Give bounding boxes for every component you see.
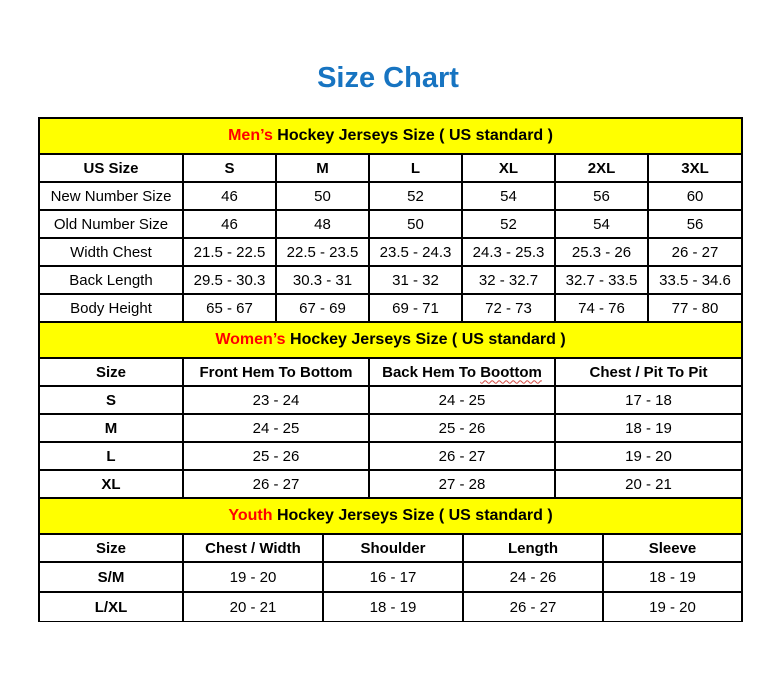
row-label: S/M — [39, 562, 183, 592]
size-cell: 24 - 25 — [369, 386, 555, 414]
column-header: Size — [39, 358, 183, 386]
youth-banner-row — [39, 498, 742, 534]
table-row — [39, 238, 742, 266]
column-header: Length — [463, 534, 603, 562]
page-title: Size Chart — [317, 62, 459, 94]
table-row — [39, 592, 742, 622]
size-cell: 77 - 80 — [648, 294, 742, 322]
row-label: Back Length — [39, 266, 183, 294]
size-cell: 25 - 26 — [369, 414, 555, 442]
size-cell: 25 - 26 — [183, 442, 369, 470]
size-cell: 19 - 20 — [555, 442, 742, 470]
column-header: S — [183, 154, 276, 182]
youth-header-row — [39, 534, 742, 562]
row-label: Body Height — [39, 294, 183, 322]
size-cell: 18 - 19 — [603, 562, 742, 592]
womens-banner — [39, 322, 742, 358]
mens-banner — [39, 118, 742, 154]
size-cell: 22.5 - 23.5 — [276, 238, 369, 266]
size-cell: 18 - 19 — [323, 592, 463, 622]
column-header: Chest / Width — [183, 534, 323, 562]
row-label: M — [39, 414, 183, 442]
size-cell: 60 — [648, 182, 742, 210]
mens-banner-row — [39, 118, 742, 154]
row-label: New Number Size — [39, 182, 183, 210]
size-cell: 24 - 25 — [183, 414, 369, 442]
table-row — [39, 562, 742, 592]
size-cell: 72 - 73 — [462, 294, 555, 322]
size-cell: 48 — [276, 210, 369, 238]
size-cell: 32 - 32.7 — [462, 266, 555, 294]
row-label: XL — [39, 470, 183, 498]
size-cell: 23.5 - 24.3 — [369, 238, 462, 266]
column-header: M — [276, 154, 369, 182]
size-cell: 56 — [555, 182, 648, 210]
size-cell: 69 - 71 — [369, 294, 462, 322]
row-label: Old Number Size — [39, 210, 183, 238]
size-cell: 74 - 76 — [555, 294, 648, 322]
column-header: L — [369, 154, 462, 182]
size-cell: 27 - 28 — [369, 470, 555, 498]
row-label: L — [39, 442, 183, 470]
size-cell: 46 — [183, 182, 276, 210]
size-cell: 54 — [462, 182, 555, 210]
size-cell: 31 - 32 — [369, 266, 462, 294]
womens-banner-text: Hockey Jerseys Size ( US standard ) — [285, 331, 566, 348]
mens-banner-text: Hockey Jerseys Size ( US standard ) — [272, 127, 553, 144]
row-label: S — [39, 386, 183, 414]
column-header-misspelled — [369, 358, 555, 386]
column-header: Size — [39, 534, 183, 562]
size-cell: 24 - 26 — [463, 562, 603, 592]
table-row — [39, 294, 742, 322]
womens-header-row — [39, 358, 742, 386]
column-header: Front Hem To Bottom — [183, 358, 369, 386]
size-cell: 24.3 - 25.3 — [462, 238, 555, 266]
size-cell: 19 - 20 — [183, 562, 323, 592]
column-header: 2XL — [555, 154, 648, 182]
size-cell: 50 — [276, 182, 369, 210]
size-cell: 20 - 21 — [183, 592, 323, 622]
column-header: Shoulder — [323, 534, 463, 562]
column-header: Chest / Pit To Pit — [555, 358, 742, 386]
row-label: Width Chest — [39, 238, 183, 266]
size-cell: 29.5 - 30.3 — [183, 266, 276, 294]
womens-banner-row — [39, 322, 742, 358]
table-row — [39, 182, 742, 210]
youth-banner — [39, 498, 742, 534]
womens-size-table — [38, 321, 743, 499]
mens-banner-highlight: Men’s — [228, 127, 273, 144]
size-cell: 56 — [648, 210, 742, 238]
size-cell: 16 - 17 — [323, 562, 463, 592]
column-header: US Size — [39, 154, 183, 182]
size-cell: 52 — [369, 182, 462, 210]
size-cell: 26 - 27 — [183, 470, 369, 498]
size-cell: 26 - 27 — [648, 238, 742, 266]
size-cell: 21.5 - 22.5 — [183, 238, 276, 266]
size-tables — [38, 117, 741, 622]
column-header-prefix: Back Hem To — [382, 363, 481, 381]
table-row — [39, 470, 742, 498]
youth-banner-highlight: Youth — [228, 507, 273, 524]
column-header: XL — [462, 154, 555, 182]
size-cell: 19 - 20 — [603, 592, 742, 622]
size-cell: 25.3 - 26 — [555, 238, 648, 266]
spellcheck-underlined-word: Boottom — [480, 363, 542, 381]
size-cell: 65 - 67 — [183, 294, 276, 322]
size-cell: 18 - 19 — [555, 414, 742, 442]
size-cell: 26 - 27 — [369, 442, 555, 470]
size-cell: 54 — [555, 210, 648, 238]
table-row — [39, 266, 742, 294]
size-cell: 32.7 - 33.5 — [555, 266, 648, 294]
size-cell: 23 - 24 — [183, 386, 369, 414]
size-cell: 17 - 18 — [555, 386, 742, 414]
mens-size-table — [38, 117, 743, 323]
youth-banner-text: Hockey Jerseys Size ( US standard ) — [272, 507, 553, 524]
column-header: 3XL — [648, 154, 742, 182]
size-cell: 46 — [183, 210, 276, 238]
size-cell: 50 — [369, 210, 462, 238]
mens-header-row — [39, 154, 742, 182]
size-cell: 26 - 27 — [463, 592, 603, 622]
table-row — [39, 414, 742, 442]
size-cell: 67 - 69 — [276, 294, 369, 322]
size-cell: 20 - 21 — [555, 470, 742, 498]
size-cell: 33.5 - 34.6 — [648, 266, 742, 294]
size-cell: 52 — [462, 210, 555, 238]
table-row — [39, 210, 742, 238]
size-cell: 30.3 - 31 — [276, 266, 369, 294]
row-label: L/XL — [39, 592, 183, 622]
table-row — [39, 386, 742, 414]
youth-size-table — [38, 497, 743, 622]
column-header: Sleeve — [603, 534, 742, 562]
womens-banner-highlight: Women’s — [215, 331, 286, 348]
table-row — [39, 442, 742, 470]
